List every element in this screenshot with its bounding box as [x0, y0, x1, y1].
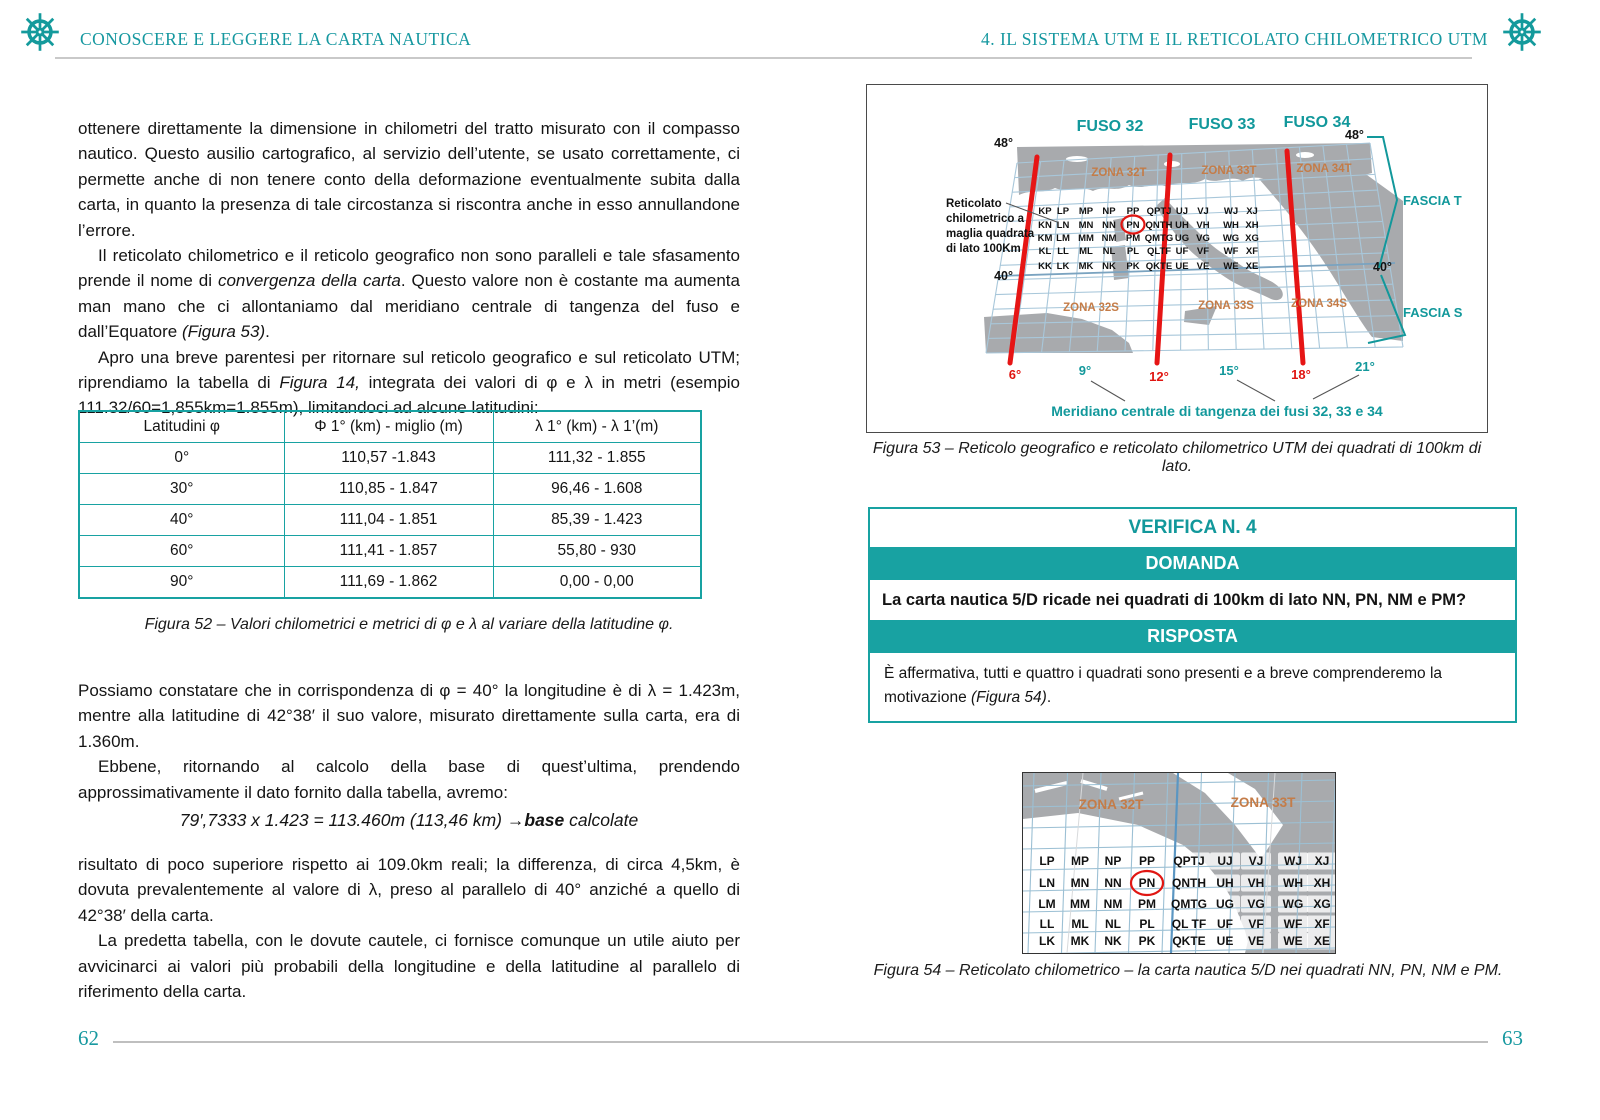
zona-32s-label: ZONA 32S — [1063, 302, 1119, 314]
table-header-row — [79, 411, 701, 443]
grid-cell-label: NP — [1102, 206, 1116, 217]
grid-cell-label: NP — [1104, 854, 1122, 868]
grid-cell-label: NM — [1103, 897, 1123, 911]
zona-34s-label: ZONA 34S — [1291, 298, 1347, 310]
table-cell: 96,46 - 1.608 — [493, 474, 701, 505]
lat-48-right: 48° — [1345, 128, 1364, 142]
formula-line — [78, 810, 740, 831]
grid-cell-label: UE — [1175, 261, 1189, 272]
grid-cell-label: NL — [1102, 246, 1116, 257]
paragraph — [78, 116, 740, 243]
figura53-map — [867, 85, 1487, 432]
grid-cell-label: PP — [1126, 206, 1140, 217]
grid-cell-label: NM — [1101, 233, 1117, 244]
table-cell: 111,69 - 1.862 — [284, 567, 493, 599]
text-segment: . — [1046, 689, 1052, 706]
grid-cell-label: PN — [1138, 876, 1156, 890]
verifica-title: VERIFICA N. 4 — [1128, 517, 1257, 538]
risposta-band: RISPOSTA — [870, 620, 1515, 653]
grid-cell-label: MM — [1070, 897, 1090, 911]
table-cell: 0° — [79, 443, 284, 474]
grid-cell-label: PN — [1126, 220, 1140, 231]
grid-cell-label: XJ — [1246, 206, 1258, 217]
paragraph — [78, 754, 740, 805]
table-cell: 110,57 -1.843 — [284, 443, 493, 474]
table-row — [79, 567, 701, 599]
grid-cell-label: QKTE — [1172, 934, 1206, 948]
fuso-33-label: FUSO 33 — [1188, 116, 1256, 133]
grid-cell-label: VF — [1248, 917, 1264, 931]
lon-21-label: 21° — [1355, 359, 1375, 374]
grid-cell-label: WG — [1282, 897, 1304, 911]
text-segment: base — [524, 810, 565, 830]
domanda-band: DOMANDA — [870, 547, 1515, 580]
grid-cell-label: VF — [1196, 246, 1210, 257]
grid-cell-label: LK — [1056, 261, 1070, 272]
grid-cell-label: ML — [1079, 246, 1093, 257]
footer-rule — [113, 1041, 1488, 1043]
grid-cell-label: VJ — [1197, 206, 1209, 217]
grid-cell-label: UF — [1175, 246, 1189, 257]
fuso-34-label: FUSO 34 — [1283, 114, 1351, 131]
grid-cell-label: PK — [1126, 261, 1140, 272]
grid-cell-label: NN — [1104, 876, 1122, 890]
table-cell: 40° — [79, 505, 284, 536]
text-segment: (Figura 53) — [181, 322, 266, 342]
text-segment: (Figura 54) — [971, 689, 1047, 706]
grid-cell-label: MN — [1078, 220, 1094, 231]
page-footer — [78, 1026, 1523, 1051]
grid-cell-label: WH — [1223, 220, 1239, 231]
text-segment: Apro una breve parentesi per ritornare sul reticolo geografico e sul reticolato UTM; riprendiamo la tabella di — [78, 347, 740, 393]
text-segment: . Questo valore non è costante ma aumenta man mano che ci allontaniamo dal meridiano centrale di tangenza del fuso e dall’Equatore — [78, 271, 740, 342]
grid-cell-label: PK — [1138, 934, 1156, 948]
svg-text:chilometrico a: chilometrico a — [946, 213, 1024, 225]
grid-cell-label: XE — [1245, 261, 1259, 272]
grid-cell-label: PL — [1139, 917, 1155, 931]
grid-cell-label: QNTH — [1172, 876, 1206, 890]
table-cell: 30° — [79, 474, 284, 505]
lon-15-label: 15° — [1219, 363, 1239, 378]
zona-33s-label: ZONA 33S — [1198, 300, 1254, 312]
zona-33t-label: ZONA 33T — [1201, 165, 1257, 177]
figura52-table-wrap — [78, 410, 740, 599]
table-header-cell: Latitudini φ — [79, 411, 284, 443]
text-segment: 79′,7333 x 1.423 = 113.460m (113,46 km) — [179, 810, 507, 830]
grid-cell-label: VG — [1196, 233, 1210, 244]
grid-cell-label: XF — [1245, 246, 1259, 257]
grid-cell-label: WJ — [1284, 854, 1302, 868]
page-number-right: 63 — [1502, 1026, 1523, 1050]
svg-text:Reticolato: Reticolato — [946, 198, 1002, 210]
figura52-caption: Figura 52 – Valori chilometrici e metrici di φ e λ al variare della latitudine φ. — [144, 616, 674, 633]
grid-cell-label: NK — [1104, 934, 1122, 948]
meridian-caption: Meridiano centrale di tangenza dei fusi 32, 33 e 34 — [1051, 403, 1383, 419]
zona-34t-label: ZONA 34T — [1296, 163, 1352, 175]
grid-cell-label: MM — [1078, 233, 1094, 244]
grid-cell-label: MN — [1070, 876, 1090, 890]
table-row — [79, 536, 701, 567]
meridian-pointer-lines — [1091, 375, 1359, 401]
text-segment: calcolate — [564, 810, 639, 830]
grid-cell-label: PP — [1138, 854, 1156, 868]
grid-square-letters — [1038, 206, 1259, 272]
grid-cell-label: QPTJ — [1173, 854, 1205, 868]
text-segment: risultato di poco superiore rispetto ai 109.0km reali; la differenza, di circa 4,5km, è dovuta prevalentemente al valore di λ, preso al parallelo di 40° anziché a quello di 42°38′ della carta. — [78, 855, 740, 925]
table-cell: 55,80 - 930 — [493, 536, 701, 567]
grid-cell-label: KN — [1038, 220, 1052, 231]
paragraph — [78, 678, 740, 754]
text-segment: La predetta tabella, con le dovute cautele, ci fornisce comunque un utile aiuto per avvicinarci ai valori più probabili della longitudine e della latitudine al parallelo di riferimento della carta. — [78, 931, 740, 1002]
grid-cell-label: VE — [1247, 934, 1265, 948]
lon-12-label: 12° — [1149, 369, 1169, 384]
ship-wheel-icon — [16, 8, 64, 56]
figura53-box — [866, 84, 1488, 433]
text-segment: integrata dei valori di φ e λ in metri (esempio 111.32/60=1,855km=1.855m), limitandoci ad alcune latitudini: — [78, 373, 741, 418]
verifica-box — [868, 507, 1517, 723]
grid-cell-label: WE — [1283, 934, 1303, 948]
grid-cell-label: NK — [1102, 261, 1116, 272]
text-segment: convergenza della carta — [217, 271, 401, 291]
ship-wheel-icon — [1498, 8, 1546, 56]
zona-32t-label: ZONA 32T — [1091, 167, 1147, 179]
figura54-caption: Figura 54 – Reticolato chilometrico – la carta nautica 5/D nei quadrati NN, PN, NM e PM. — [873, 962, 1503, 979]
text-segment: → — [506, 810, 525, 830]
grid-cell-label: QL TF — [1171, 917, 1207, 931]
text-segment: Possiamo constatare che in corrispondenza di φ = 40° la longitudine è di λ = 1.423m, mentre alla latitudine di 42°38′ il suo valore, misurato direttamente sulla carta, era di 1.360m. — [78, 681, 740, 751]
grid-cell-label: LP — [1039, 854, 1055, 868]
grid-cell-label: WH — [1283, 876, 1303, 890]
grid-cell-label: PM — [1138, 897, 1156, 911]
lon-6-label: 6° — [1008, 367, 1022, 382]
grid-cell-label: UJ — [1175, 206, 1189, 217]
grid-cell-label: XJ — [1314, 854, 1330, 868]
svg-text:maglia quadrata: maglia quadrata — [946, 228, 1035, 240]
grid-cell-label: PM — [1125, 233, 1141, 244]
lat-40-right: 40° — [1373, 260, 1392, 274]
grid-cell-label: LM — [1056, 233, 1070, 244]
left-text-block-1 — [78, 116, 740, 421]
left-text-block-3 — [78, 852, 740, 1004]
table-cell: 110,85 - 1.847 — [284, 474, 493, 505]
lat-40-left: 40° — [994, 269, 1013, 283]
grid-cell-label: LM — [1038, 897, 1056, 911]
grid-cell-label: QLTF — [1146, 246, 1172, 257]
grid-cell-label: UE — [1216, 934, 1234, 948]
fascia-s-label: FASCIA S — [1403, 305, 1463, 320]
grid-cell-label: KP — [1038, 206, 1052, 217]
grid-cell-label: UJ — [1217, 854, 1233, 868]
paragraph — [78, 852, 740, 928]
grid-cell-label: VG — [1247, 897, 1265, 911]
grid-cell-label: LL — [1057, 246, 1069, 257]
grid-cell-label: QMTG — [1171, 897, 1207, 911]
grid-cell-label: MK — [1070, 934, 1090, 948]
grid-cell-label: MP — [1071, 854, 1089, 868]
zona-32t-label: ZONA 32T — [1078, 797, 1144, 812]
grid-cell-label: LK — [1039, 934, 1055, 948]
grid-cell-label: UH — [1175, 220, 1189, 231]
table-cell: 0,00 - 0,00 — [493, 567, 701, 599]
figura52-table-body — [79, 443, 701, 599]
fascia-t-label: FASCIA T — [1403, 193, 1462, 208]
grid-cell-label: QPTJ — [1146, 206, 1172, 217]
verifica-answer — [870, 653, 1515, 721]
grid-cell-label: VH — [1196, 220, 1210, 231]
paragraph — [78, 243, 740, 345]
lon-18-label: 18° — [1291, 367, 1311, 382]
grid-cell-label: KL — [1038, 246, 1052, 257]
grid-cell-label: XE — [1313, 934, 1331, 948]
fuso-32-label: FUSO 32 — [1076, 118, 1144, 135]
table-header-cell: Φ 1° (km) - miglio (m) — [284, 411, 493, 443]
running-head-right: 4. IL SISTEMA UTM E IL RETICOLATO CHILOMETRICO UTM — [980, 29, 1488, 49]
table-header-cell: λ 1° (km) - λ 1’(m) — [493, 411, 701, 443]
grid-cell-label: XG — [1313, 897, 1331, 911]
svg-text:di lato 100Km: di lato 100Km — [946, 243, 1021, 255]
page-number-left: 62 — [78, 1026, 99, 1050]
header-rule — [55, 57, 1472, 59]
grid-cell-label: UG — [1216, 897, 1234, 911]
grid-cell-label: WF — [1283, 917, 1303, 931]
table-row — [79, 505, 701, 536]
grid-cell-label: XH — [1313, 876, 1331, 890]
text-segment: Il reticolato chilometrico e il reticolo geografico non sono paralleli e tale sfasamento prende il nome di — [78, 246, 740, 291]
table-cell: 111,32 - 1.855 — [493, 443, 701, 474]
figura52-table — [78, 410, 702, 599]
table-cell: 60° — [79, 536, 284, 567]
grid-cell-label: KK — [1038, 261, 1052, 272]
grid-cell-label: PL — [1126, 246, 1140, 257]
table-row — [79, 474, 701, 505]
grid-cell-label: LL — [1039, 917, 1055, 931]
grid-line — [996, 284, 1393, 294]
grid-cell-label: WE — [1223, 261, 1239, 272]
grid-cell-label: VJ — [1248, 854, 1264, 868]
table-cell: 111,41 - 1.857 — [284, 536, 493, 567]
grid-cell-label: KM — [1037, 233, 1053, 244]
table-row — [79, 443, 701, 474]
text-segment: È affermativa, tutti e quattro i quadrati sono presenti e a breve comprenderemo la motivazione — [884, 665, 1443, 706]
grid-cell-label: XG — [1245, 233, 1259, 244]
left-text-block-2 — [78, 678, 740, 805]
table-cell: 90° — [79, 567, 284, 599]
lat-48-left: 48° — [994, 136, 1013, 150]
text-segment: Ebbene, ritornando al calcolo della base di quest’ultima, prendendo approssimativamente il dato fornito dalla tabella, avremo: — [78, 757, 740, 802]
figura54-map — [1023, 773, 1335, 953]
grid-cell-label: LN — [1056, 220, 1070, 231]
lon-9-label: 9° — [1078, 363, 1092, 378]
grid-cell-label: VE — [1196, 261, 1210, 272]
text-segment: ottenere direttamente la dimensione in chilometri del tratto misurato con il compasso nautico. Questo ausilio cartografico, al servizio dell’utente, se usato correttamente, ci permette anche di non tenere conto della deformazione eventualmente subita dalla carta, in quanto la presenza di tale circostanza si riscontra anche in esso annullandone l’errore. — [78, 119, 740, 240]
verifica-question: La carta nautica 5/D ricade nei quadrati di 100km di lato NN, PN, NM e PM? — [882, 591, 1467, 609]
text-segment: Figura 14, — [279, 373, 360, 393]
grid-cell-label: XH — [1245, 220, 1259, 231]
grid-cell-label: LP — [1056, 206, 1070, 217]
figura53-caption: Figura 53 – Reticolo geografico e reticolato chilometrico UTM dei quadrati di 100km di lato. — [872, 440, 1482, 475]
table-cell: 85,39 - 1.423 — [493, 505, 701, 536]
figura54-box — [1022, 772, 1336, 954]
text-segment: . — [265, 322, 270, 342]
grid-cell-label: UF — [1217, 917, 1233, 931]
grid-cell-label: MK — [1078, 261, 1094, 272]
grid-cell-label: UG — [1174, 233, 1190, 244]
grid-cell-label: WJ — [1223, 206, 1239, 217]
paragraph — [78, 928, 740, 1004]
grid-cell-label: XF — [1314, 917, 1330, 931]
grid-cell-label: WF — [1223, 246, 1239, 257]
grid-cell-label: LN — [1039, 876, 1055, 890]
grid-cell-label: MP — [1078, 206, 1094, 217]
zona-33t-label: ZONA 33T — [1230, 795, 1296, 810]
grid-cell-label: NL — [1105, 917, 1121, 931]
grid-cell-label: ML — [1071, 917, 1089, 931]
table-cell: 111,04 - 1.851 — [284, 505, 493, 536]
grid-cell-label: UH — [1216, 876, 1234, 890]
running-head-left: CONOSCERE E LEGGERE LA CARTA NAUTICA — [80, 29, 472, 49]
grid-cell-label: VH — [1247, 876, 1265, 890]
grid-cell-label: QMTG — [1144, 233, 1174, 244]
grid-cell-label: NN — [1102, 220, 1116, 231]
grid-cell-label: QNTH — [1145, 220, 1173, 231]
grid-cell-label: WG — [1222, 233, 1240, 244]
grid-cell-label: QKTE — [1145, 261, 1173, 272]
